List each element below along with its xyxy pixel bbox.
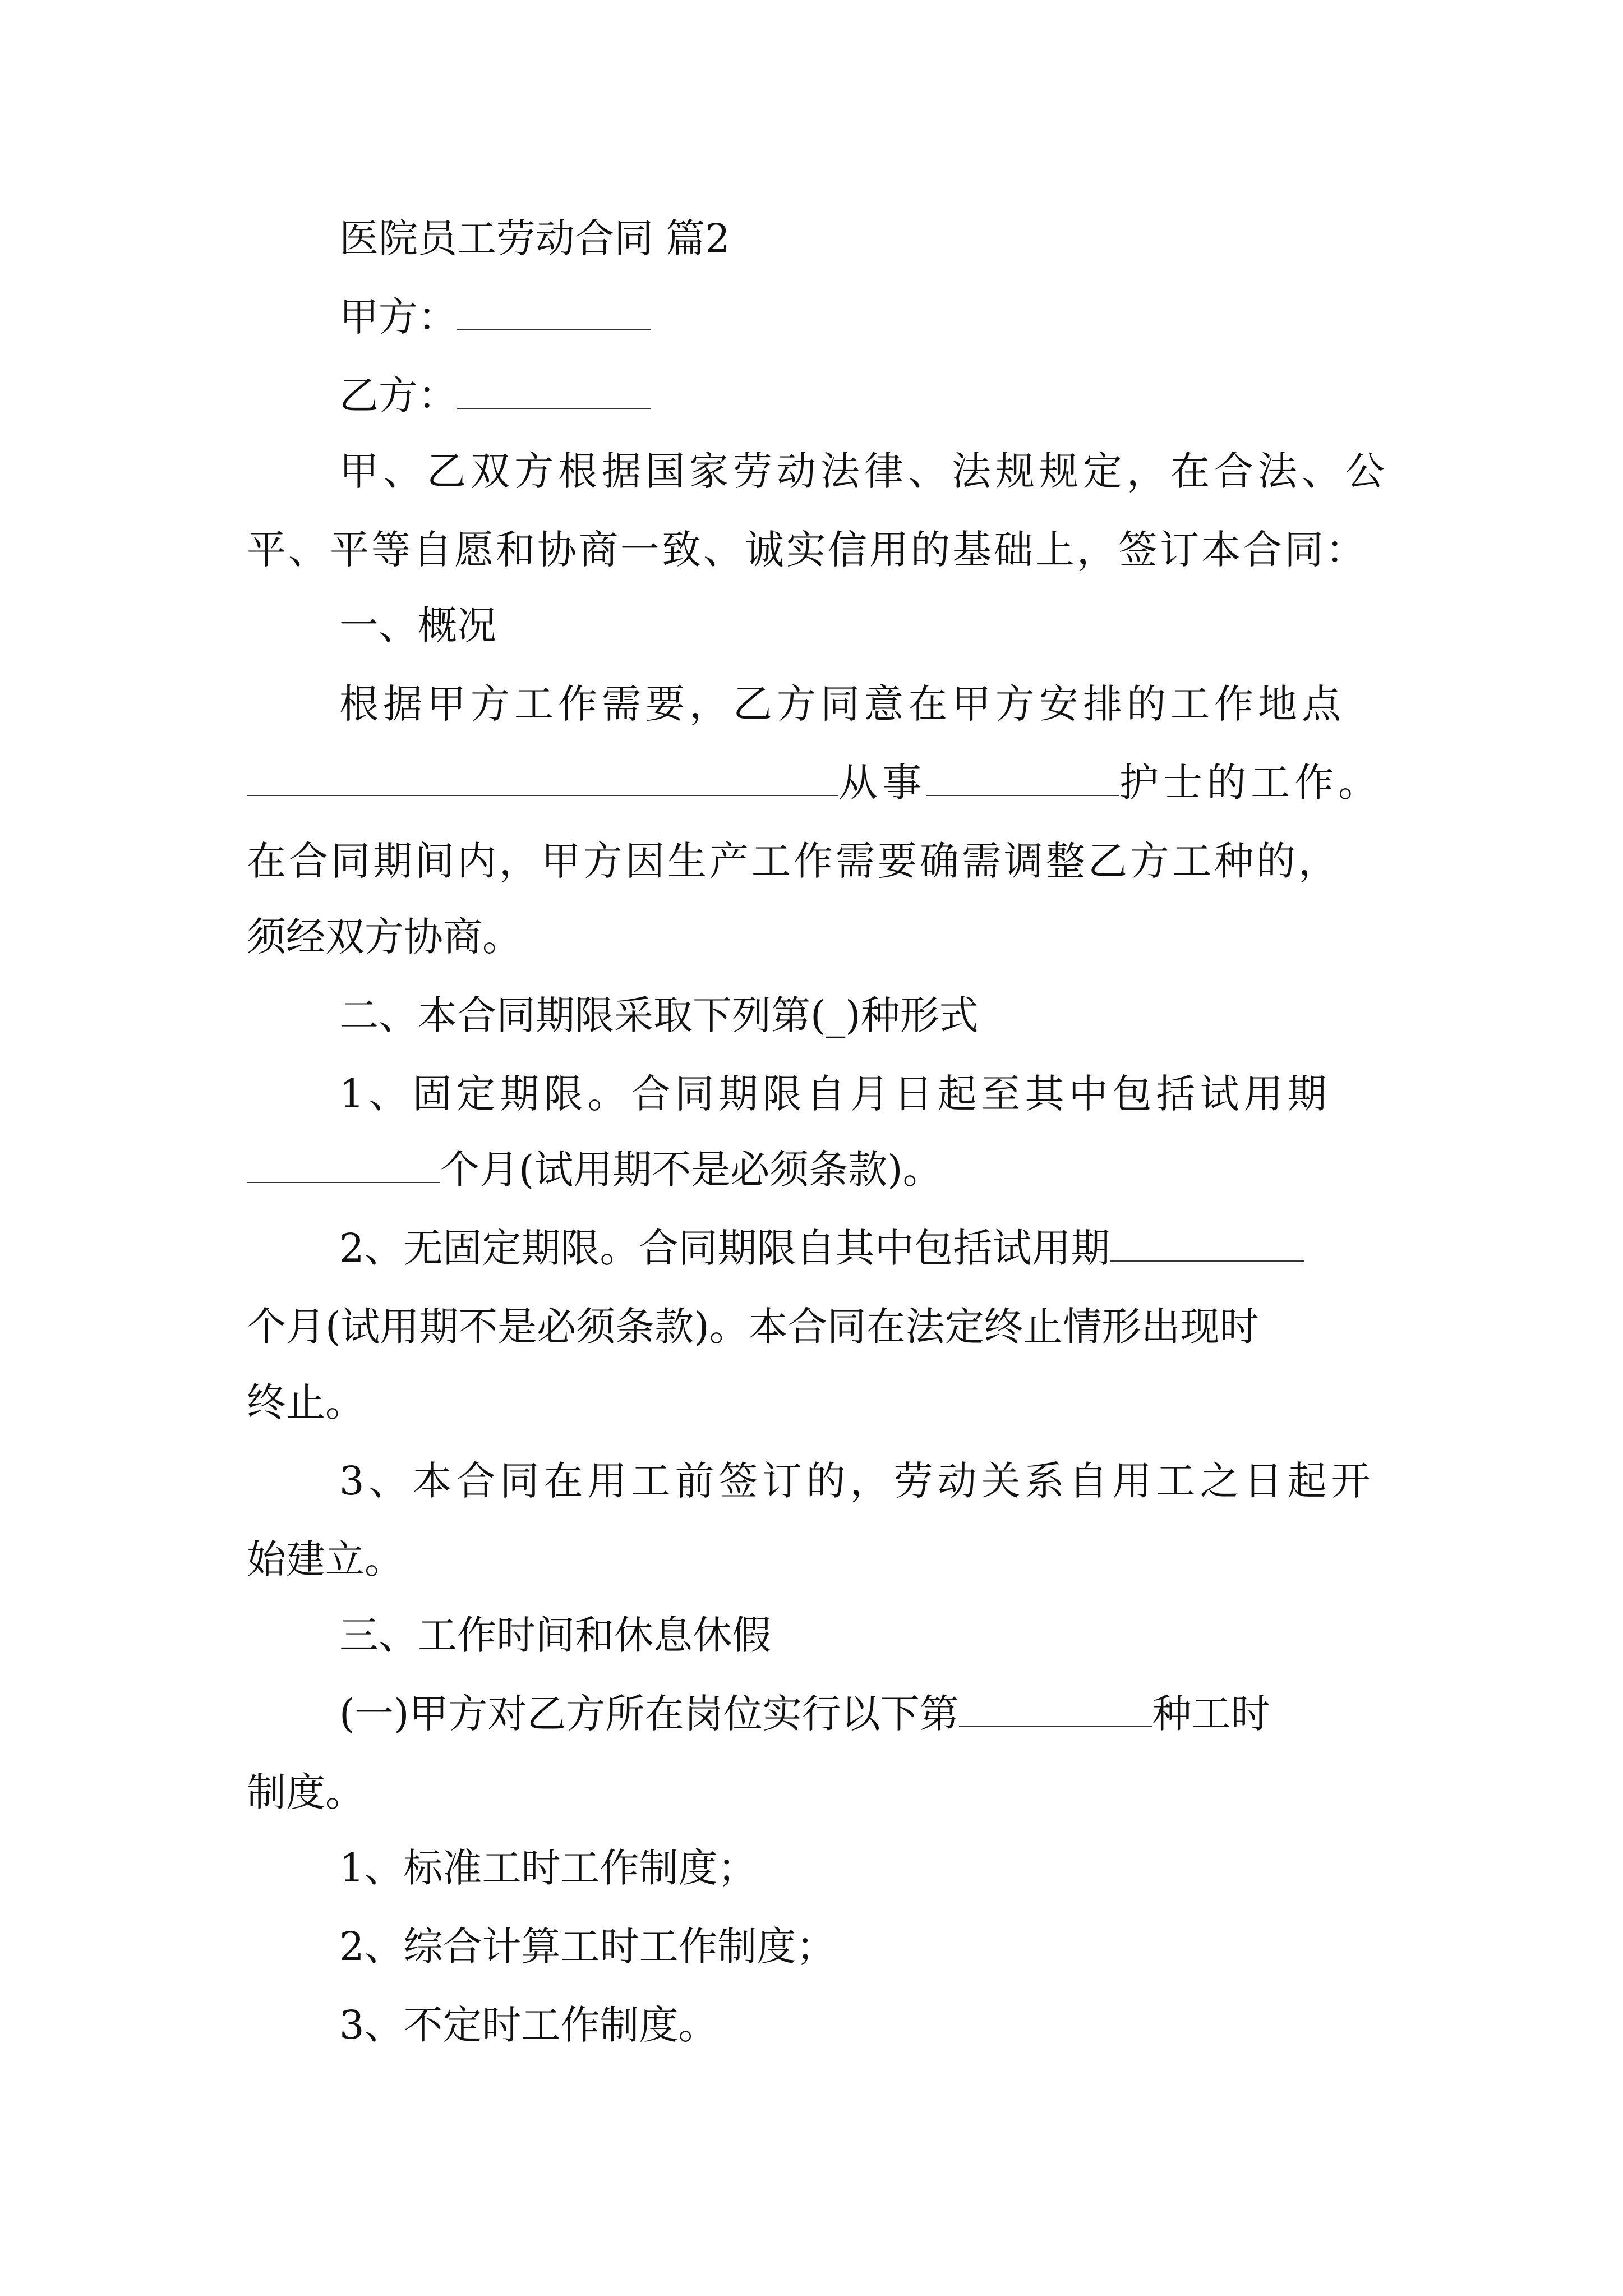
s3-item-2: 2、综合计算工时工作制度； — [339, 1924, 836, 1970]
probation-months-blank-1 — [247, 1143, 440, 1183]
document-title: 医院员工劳动合同 篇2 — [339, 215, 730, 261]
s1-line-2-text-b: 护士的工作。 — [1119, 760, 1382, 806]
s3-line-1-text-b: 种工时 — [1152, 1691, 1270, 1737]
section-1-heading: 一、概况 — [339, 602, 496, 648]
party-a-line — [339, 289, 651, 345]
s3-paragraph-line-2: 制度。 — [247, 1769, 365, 1815]
s3-line-1-text-a: (一)甲方对乙方所在岗位实行以下第 — [339, 1691, 959, 1737]
s2-item-3-line-2: 始建立。 — [247, 1536, 404, 1582]
intro-line-1: 甲、乙双方根据国家劳动法律、法规规定，在合法、公 — [339, 448, 1389, 494]
party-b-line — [339, 367, 651, 424]
s1-line-2-text-a: 从事 — [838, 760, 926, 806]
work-location-blank — [247, 756, 838, 796]
s2-item-2-line-3: 终止。 — [247, 1379, 365, 1425]
s2-item-1-line-2 — [247, 1142, 942, 1198]
party-a-blank — [457, 290, 651, 330]
s2-item-2-line-1-text: 2、无固定期限。合同期限自其中包括试用期 — [339, 1225, 1110, 1271]
s2-item-3-line-1: 3、本合同在用工前签订的，劳动关系自用工之日起开 — [339, 1458, 1375, 1504]
s2-item-1-line-2-text: 个月(试用期不是必须条款)。 — [440, 1147, 942, 1193]
s3-item-1: 1、标准工时工作制度； — [339, 1845, 757, 1891]
work-hours-type-blank — [959, 1687, 1152, 1727]
party-a-label: 甲方： — [339, 294, 457, 340]
s2-item-1-line-1: 1、固定期限。合同期限自月日起至其中包括试用期 — [339, 1071, 1331, 1117]
party-b-blank — [457, 369, 651, 409]
s1-paragraph-line-3: 在合同期间内，甲方因生产工作需要确需调整乙方工种的， — [247, 838, 1340, 884]
s2-item-2-line-1 — [339, 1220, 1304, 1276]
s1-paragraph-line-1: 根据甲方工作需要，乙方同意在甲方安排的工作地点 — [339, 681, 1345, 727]
probation-months-blank-2 — [1110, 1221, 1304, 1262]
s1-paragraph-line-2 — [247, 754, 1382, 811]
party-b-label: 乙方： — [339, 372, 457, 418]
s3-item-3: 3、不定时工作制度。 — [339, 2002, 718, 2048]
section-2-heading: 二、本合同期限采取下列第(_)种形式 — [339, 992, 979, 1038]
intro-line-2: 平、平等自愿和协商一致、诚实信用的基础上，签订本合同： — [247, 527, 1367, 573]
s2-item-2-line-2: 个月(试用期不是必须条款)。本合同在法定终止情形出现时 — [247, 1304, 1259, 1350]
s1-paragraph-line-4: 须经双方协商。 — [247, 914, 522, 960]
section-3-heading: 三、工作时间和休息休假 — [339, 1612, 771, 1658]
work-role-blank — [926, 756, 1119, 796]
s3-paragraph-line-1 — [339, 1686, 1270, 1742]
